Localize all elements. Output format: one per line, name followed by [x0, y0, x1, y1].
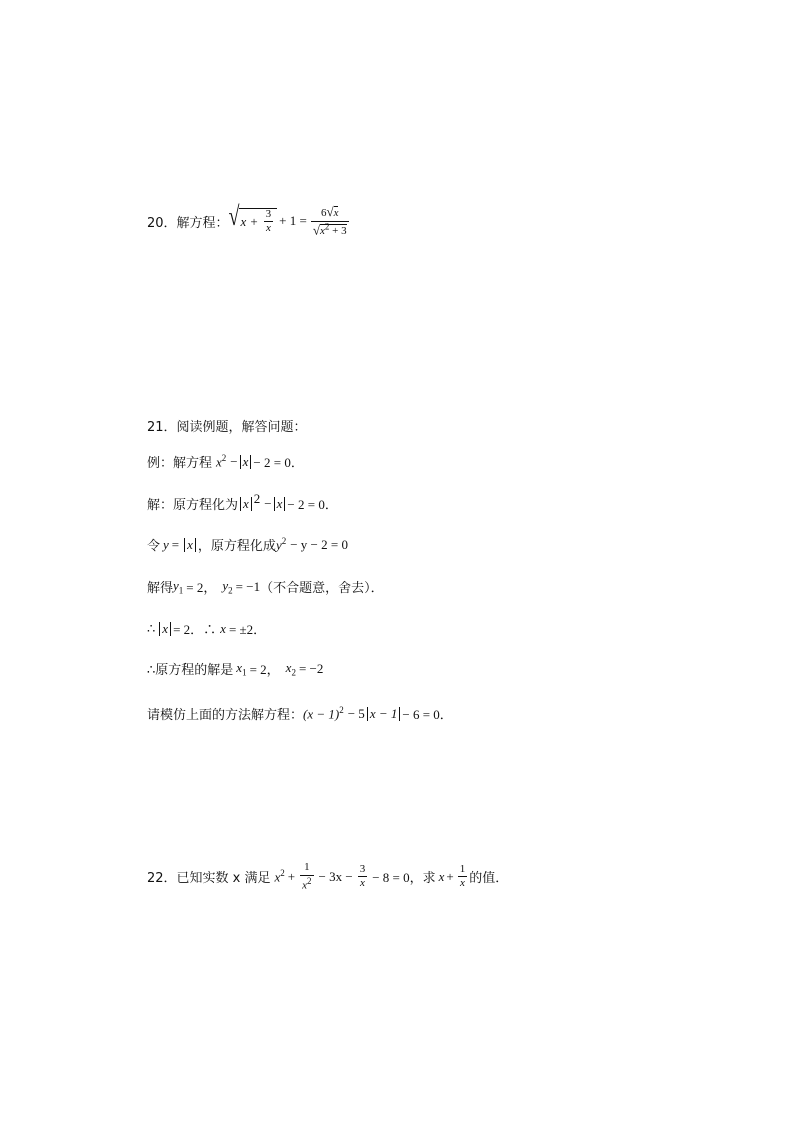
fraction-3-over-x: $\frac{3}{x}$ — [265, 207, 272, 235]
roots-line: 解得 $y_1$ = 2， $y_2$ = −1 （不合题意，舍去）． — [147, 577, 384, 596]
question-21-intro: 21．阅读例题，解答问题： — [147, 420, 307, 435]
fraction-3-over-x: $\frac{3}{x}$ — [359, 862, 366, 890]
question-20-prefix: 20．解方程： — [147, 215, 229, 231]
rhs-fraction: $\frac{6√x}{√x^2 + 3}$ — [312, 204, 347, 238]
example-line: 例：解方程 $x^2$ − x − 2 = 0． — [147, 452, 304, 471]
question-22: 22．已知实数 x 满足 $x^2$ + $\frac{1}{x^2}$ − 3x − $\frac{3}{x}$ − 8 = 0，求 x + $\frac{1}{x}$ 的值． — [147, 861, 509, 892]
abs-result-line: ∴ x = 2．∴ x = ±2． — [147, 620, 267, 637]
fraction-1-over-x2: $\frac{1}{x^2}$ — [302, 861, 312, 892]
final-solution-line: ∴原方程的解是 $x_1$ = 2， $x_2$ = −2 — [147, 659, 324, 678]
sqrt-expression: √ x + $\frac{3}{x}$ — [229, 208, 278, 235]
solution-line: 解：原方程化为 x 2 − x − 2 = 0． — [147, 490, 338, 513]
radical-sign: √ — [228, 201, 240, 232]
question-20: 20．解方程： √ x + $\frac{3}{x}$ + 1 = $\frac{6√x}{√x^2 + 3}$ — [147, 205, 351, 238]
substitution-line: 令 y = x ，原方程化成 $y^2$ − y − 2 = 0 — [147, 535, 348, 554]
task-line: 请模仿上面的方法解方程： $(x - 1)^2$ − 5 x − 1 − 6 = 0． — [147, 704, 453, 723]
fraction-1-over-x: $\frac{1}{x}$ — [459, 862, 466, 890]
